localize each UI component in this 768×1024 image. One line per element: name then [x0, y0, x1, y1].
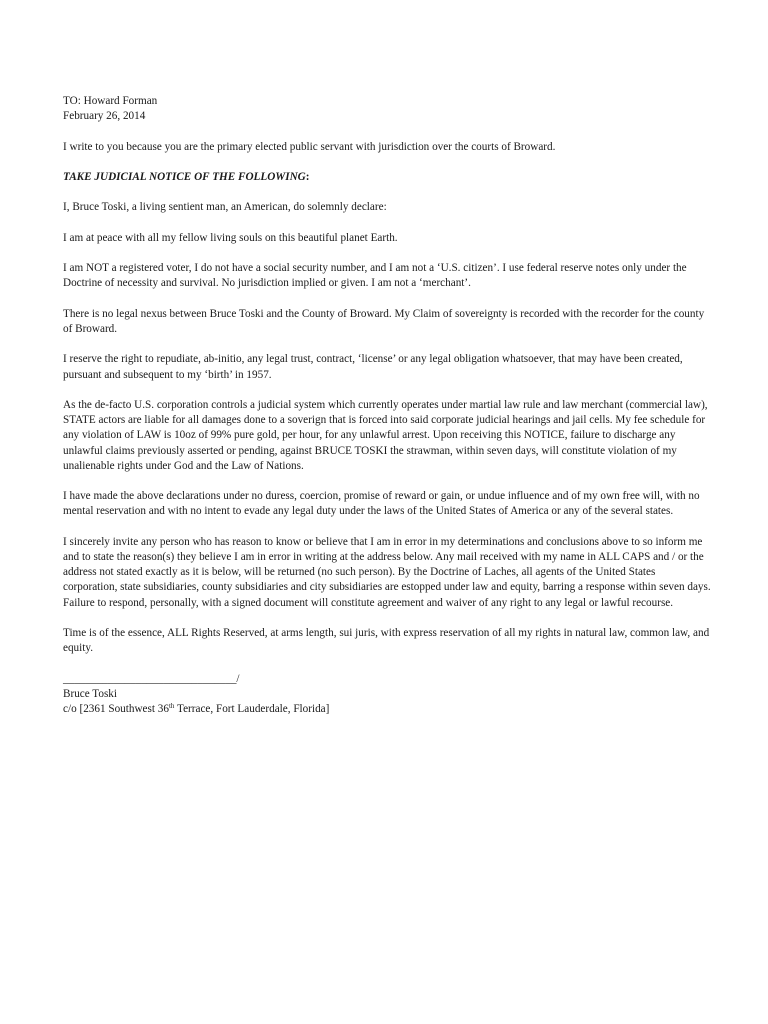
address-ordinal-suffix: th: [168, 701, 175, 710]
letter-date: February 26, 2014: [63, 110, 146, 123]
corporation-paragraph: As the de-facto U.S. corporation controls a judicial system which currently operates under martial law rule and law merchant (commercial law), STATE actors are liable for all damages done to a soverign that is forced into said corporate judicial hearings and jail cells. My fee schedule for any violation of LAW is 10oz of 99% pure gold, per hour, for any unlawful arrest. Upon receiving this NOTICE, failure to discharge any unlawful claims previously asserted or pending, against BRUCE TOSKI the strawman, within seven days, will constitute violation of my unalienable rights under God and the Law of Nations.: [63, 398, 708, 472]
intro-paragraph: I write to you because you are the primary elected public servant with jurisdiction over the courts of Broward.: [63, 140, 556, 153]
address-prefix: c/o [2361 Southwest 36: [63, 702, 169, 715]
duress-paragraph: I have made the above declarations under no duress, coercion, promise of reward or gain, or undue influence and of my own free will, with no mental reservation and with no intent to evade any legal duty under the laws of the United States of America or any of the several states.: [63, 490, 700, 518]
signer-address: [63, 702, 711, 717]
declaration-paragraph: I, Bruce Toski, a living sentient man, an American, do solemnly declare:: [63, 201, 387, 214]
judicial-notice-colon: :: [305, 170, 310, 183]
essence-paragraph: Time is of the essence, ALL Rights Reserved, at arms length, sui juris, with express reservation of all my rights in natural law, common law, and equity.: [63, 626, 710, 655]
recipient-line: TO: Howard Forman: [63, 95, 158, 107]
invitation-paragraph: I sincerely invite any person who has reason to know or believe that I am in error in my determinations and conclusions above to so inform me and to state the reason(s) they believe I am in error in writing at the address below. Any mail received with my name in ALL CAPS and / or the address not stated exactly as it is below, will be returned (no such person). By the Doctrine of Laches, all agents of the United States corporation, state subsidiaries, county subsidiaries and city subsidiaries are estopped under law and equity, barring a response within seven days. Failure to respond, personally, with a signed document will constitute agreement and waiver of any right to any legal or lawful recourse.: [63, 535, 711, 609]
judicial-notice-heading: [63, 170, 711, 185]
address-suffix: Terrace, Fort Lauderdale, Florida]: [174, 702, 330, 715]
judicial-notice-text: TAKE JUDICIAL NOTICE OF THE FOLLOWING: [63, 170, 306, 183]
letter-body: [63, 94, 711, 717]
signature-block: [63, 672, 711, 718]
repudiate-paragraph: I reserve the right to repudiate, ab-initio, any legal trust, contract, ‘license’ or any legal obligation whatsoever, that may have been created, pursuant and subsequent to my ‘birth’ in 1957.: [63, 353, 683, 381]
signer-name: Bruce Toski: [63, 687, 118, 700]
nexus-paragraph: There is no legal nexus between Bruce Toski and the County of Broward. My Claim of sovereignty is recorded with the recorder for the county of Broward.: [63, 307, 705, 335]
letter-header: [63, 94, 711, 124]
peace-paragraph: I am at peace with all my fellow living souls on this beautiful planet Earth.: [63, 231, 398, 244]
voter-paragraph: I am NOT a registered voter, I do not have a social security number, and I am not a ‘U.S. citizen’. I use federal reserve notes only under the Doctrine of necessity and survival. No jurisdiction implied or given. I am not a ‘merchant’.: [63, 262, 687, 290]
signature-line: _______________________________/: [63, 672, 240, 685]
